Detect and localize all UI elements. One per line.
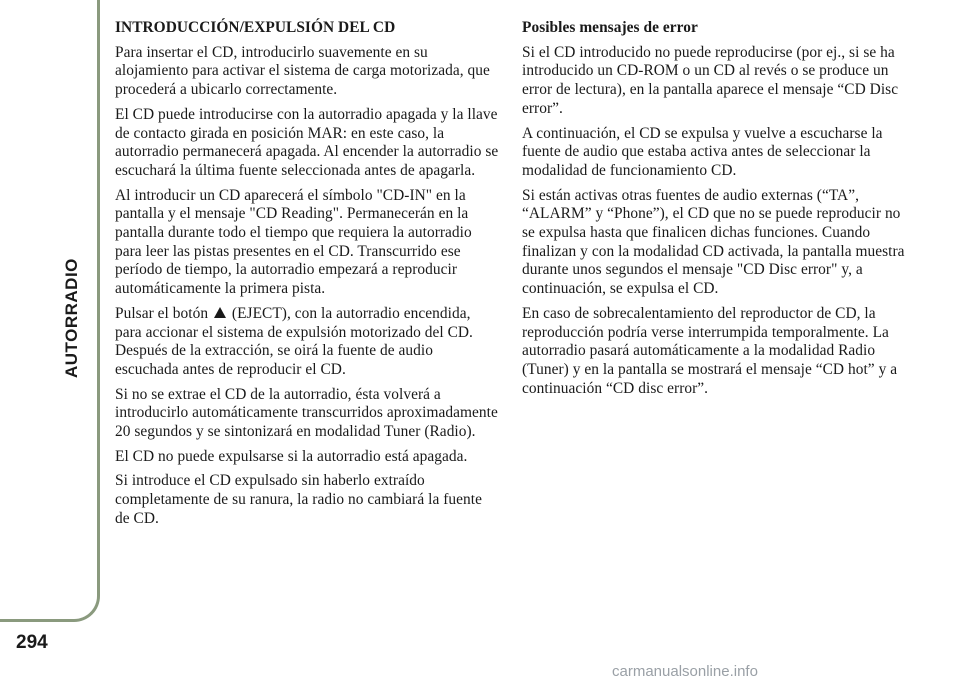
section-label: AUTORRADIO (62, 258, 81, 378)
paragraph: En caso de sobrecalentamiento del reproductor de CD, la reproducción podría verse interrumpida temporalmente. La autorradio pasará automáticamente a la modalidad Radio (Tuner) y en la pantalla se mostrará el mensaje “CD hot” y a continuación “CD disc error”. (522, 304, 898, 397)
watermark: carmanualsonline.info (612, 663, 758, 680)
paragraph: El CD puede introducirse con la autorradio apagada y la llave de contacto girada en posición MAR: en este caso, la autorradio permanecerá apagada. Al encender la autorradio se escuchará la última fuente seleccionada antes de apagarla. (115, 105, 499, 179)
paragraph: Si el CD introducido no puede reproducirse (por ej., si se ha introducido un CD-ROM o un CD al revés o se produce un error de lectura), en la pantalla aparece el mensaje “CD Disc error”. (522, 43, 899, 117)
paragraph: Si introduce el CD expulsado sin haberlo extraído completamente de su ranura, la radio no cambiará la fuente de CD. (115, 472, 482, 527)
eject-icon (214, 307, 226, 318)
paragraph: Para insertar el CD, introducirlo suavemente en su alojamiento para activar el sistema de carga motorizada, que procederá a ubicarlo correctamente. (115, 43, 490, 99)
paragraph: Si están activas otras fuentes de audio externas (“TA”, “ALARM” y “Phone”), el CD que no se puede reproducir no se expulsa hasta que finalicen dichas funciones. Cuando finalizan y con la modalidad CD activada, la pantalla muestra durante unos segundos el mensaje "CD Disc error" y, a continuación, se expulsa el CD. (522, 186, 905, 298)
paragraph-text: (EJECT), con la autorradio encendida, para accionar el sistema de expulsión motorizado del CD. Después de la extracción, se oirá la fuente de audio escuchada antes de reproducir el CD. (115, 304, 473, 378)
section-tab (0, 0, 100, 622)
section-heading: INTRODUCCIÓN/EXPULSIÓN DEL CD (115, 19, 396, 36)
right-column (522, 19, 906, 404)
paragraph-text: Pulsar el botón (115, 304, 209, 322)
section-heading: Posibles mensajes de error (522, 19, 698, 36)
paragraph: Si no se extrae el CD de la autorradio, ésta volverá a introducirlo automáticamente transcurridos aproximadamente 20 segundos y se sintonizará en modalidad Tuner (Radio). (115, 385, 498, 441)
paragraph-eject (115, 305, 499, 380)
left-column (115, 19, 499, 535)
paragraph: El CD no puede expulsarse si la autorradio está apagada. (115, 447, 468, 465)
paragraph: A continuación, el CD se expulsa y vuelve a escucharse la fuente de audio que estaba activa antes de seleccionar la modalidad de funcionamiento CD. (522, 124, 883, 179)
page-number: 294 (16, 632, 48, 653)
paragraph: Al introducir un CD aparecerá el símbolo "CD-IN" en la pantalla y el mensaje "CD Reading". Permanecerán en la pantalla durante todo el tiempo que requiera la autorradio para leer las pistas presentes en el CD. Transcurrido ese período de tiempo, la autorradio empezará a reproducir automáticamente la primera pista. (115, 186, 472, 298)
